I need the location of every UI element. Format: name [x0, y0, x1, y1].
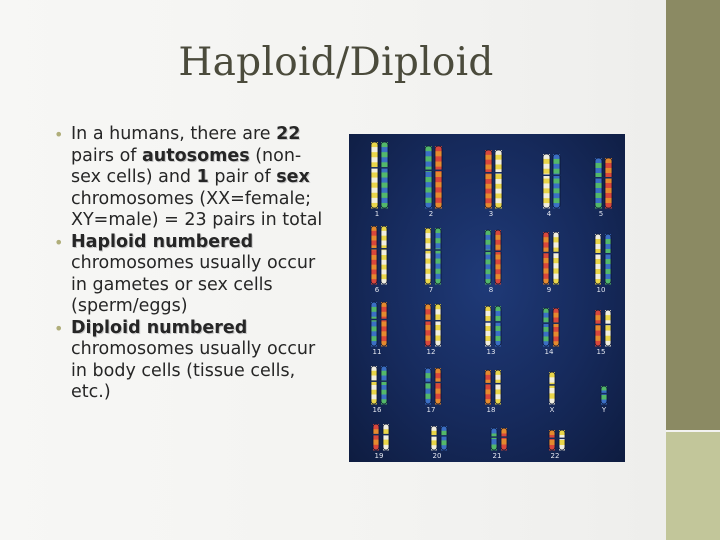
chromosome-number: 22	[550, 452, 560, 460]
chromosome-pair	[595, 310, 612, 356]
bullet-text: chromosomes (XX=female; XY=male) = 23 pairs in total	[71, 188, 323, 230]
bullet-text: pairs of	[71, 145, 142, 166]
chromosome-number: 3	[488, 210, 494, 218]
chromosome-pair	[549, 372, 556, 414]
chromosome-pair	[371, 142, 389, 218]
chromosome-number: 21	[492, 452, 502, 460]
chromosome-pair	[371, 226, 388, 294]
slide-title: Haploid/Diploid	[178, 40, 494, 85]
bullet-dot-icon: •	[54, 318, 64, 338]
chromosome-pair	[601, 386, 608, 414]
karyotype-image	[349, 134, 625, 462]
chromosome-pair	[595, 234, 612, 294]
bullet-list	[54, 124, 324, 404]
chromosome-pair	[431, 426, 448, 460]
chromosome-pair	[371, 366, 388, 414]
bullet-dot-icon: •	[54, 125, 64, 144]
chromosome-number: 18	[486, 406, 496, 414]
chromosome-pair	[485, 306, 502, 356]
chromosome-pair	[485, 150, 503, 218]
bullet-emphasis: autosomes	[142, 145, 250, 166]
bullet-text: chromosomes usually occur in body cells (tissue cells, etc.)	[71, 339, 316, 402]
bullet-emphasis: sex	[276, 167, 310, 187]
chromosome-number: 15	[596, 348, 606, 356]
chromosome-number: 9	[546, 286, 552, 294]
chromosome-pair	[485, 230, 502, 294]
chromosome-pair	[425, 228, 442, 294]
chromosome-pair	[425, 146, 443, 218]
chromosome-number: 10	[596, 286, 606, 294]
chromosome-number: 8	[488, 286, 494, 294]
chromosome-number: 12	[426, 348, 436, 356]
bullet-text: pair of	[208, 167, 277, 187]
chromosome-pair	[543, 154, 561, 218]
chromosome-number: 6	[374, 286, 380, 294]
chromosome-pair	[491, 428, 508, 460]
chromosome-pair	[373, 424, 390, 460]
chromosome-number: 14	[544, 348, 554, 356]
chromosome-number: Y	[601, 406, 607, 414]
bullet-item	[54, 232, 324, 318]
chromosome-pair	[595, 158, 613, 218]
chromosome-number: 11	[372, 348, 382, 356]
bullet-item	[54, 124, 324, 232]
chromosome-number: 2	[428, 210, 434, 218]
chromosome-pair	[425, 368, 442, 414]
sidebar-decoration-light	[666, 432, 720, 540]
chromosome-number: 17	[426, 406, 436, 414]
bullet-emphasis: Haploid numbered	[71, 231, 254, 252]
chromosome-number: 19	[374, 452, 384, 460]
chromosome-number: 13	[486, 348, 496, 356]
chromosome-pair	[371, 302, 388, 356]
chromosome-number: X	[549, 406, 555, 414]
chromosome-number: 5	[598, 210, 604, 218]
chromosome-number: 7	[428, 286, 434, 294]
bullet-text: chromosomes usually occur in gametes or sex cells (sperm/eggs)	[71, 253, 316, 316]
chromosome-number: 1	[374, 210, 380, 218]
bullet-item	[54, 318, 324, 404]
chromosome-pair	[485, 370, 502, 414]
karyotype-chromosomes	[349, 134, 625, 462]
bullet-text: (non-sex cells) and	[71, 145, 302, 187]
sidebar-decoration-dark	[666, 0, 720, 432]
chromosome-number: 4	[546, 210, 552, 218]
bullet-emphasis: 22	[276, 124, 301, 144]
bullet-emphasis: 1	[196, 167, 209, 187]
bullet-dot-icon: •	[54, 232, 64, 252]
bullet-emphasis: Diploid numbered	[71, 317, 248, 338]
chromosome-pair	[543, 232, 560, 294]
chromosome-pair	[543, 308, 560, 356]
bullet-text: In a humans, there are	[71, 124, 277, 144]
chromosome-pair	[549, 430, 566, 460]
chromosome-pair	[425, 304, 442, 356]
chromosome-number: 20	[432, 452, 442, 460]
chromosome-number: 16	[372, 406, 382, 414]
